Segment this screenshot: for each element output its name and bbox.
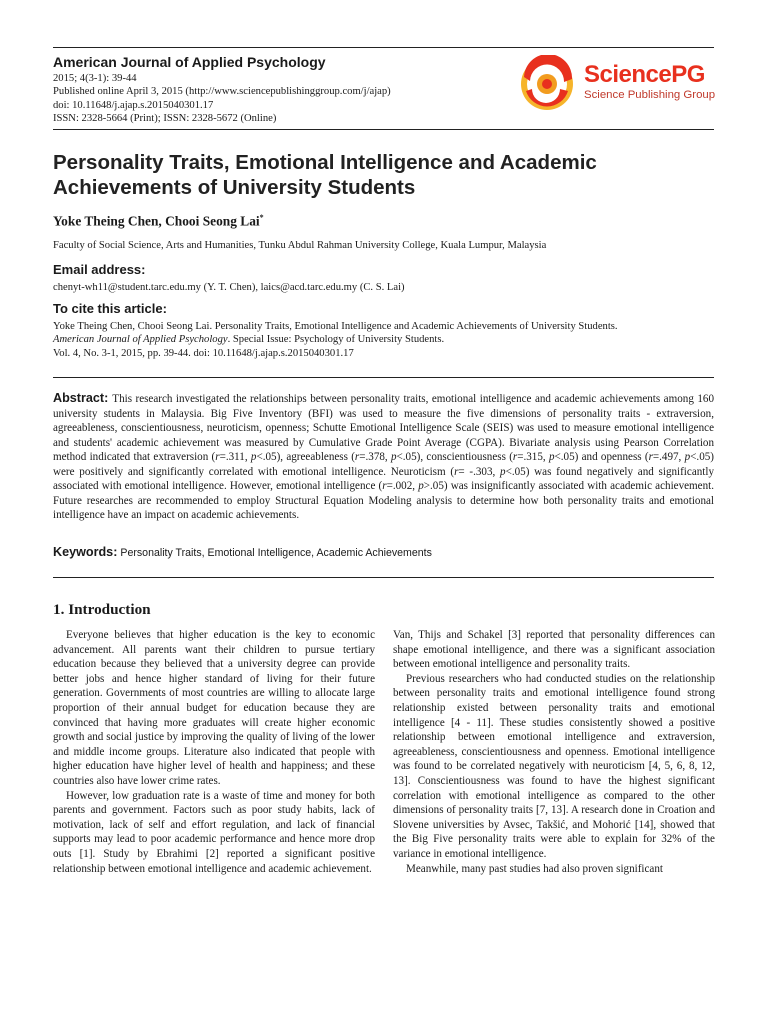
abstract-text: <.05) and openness ( bbox=[554, 451, 649, 463]
doi-line: doi: 10.11648/j.ajap.s.2015040301.17 bbox=[53, 99, 214, 111]
citation-journal: American Journal of Applied Psychology bbox=[53, 334, 228, 346]
logo-subtitle: Science Publishing Group bbox=[584, 89, 716, 101]
cite-heading: To cite this article: bbox=[53, 301, 167, 316]
citation-line2 bbox=[53, 333, 733, 346]
abstract bbox=[53, 391, 714, 523]
abstract-stat: p bbox=[548, 451, 555, 463]
citation-special-issue: . Special Issue: Psychology of University Students. bbox=[227, 334, 445, 346]
paragraph: Van, Thijs and Schakel [3] reported that personality differences can shape emotional intelligence, and there was a significant association between emotional intelligence and personality traits. bbox=[393, 629, 715, 671]
abstract-text: <.05), conscientiousness ( bbox=[396, 451, 513, 463]
abstract-label: Abstract: bbox=[53, 391, 109, 405]
abstract-stat: p bbox=[684, 451, 691, 463]
abstract-stat: p bbox=[418, 480, 424, 492]
left-column bbox=[53, 628, 375, 876]
paper-title-line2: Achievements of University Students bbox=[53, 176, 416, 199]
published-line: Published online April 3, 2015 (http://www.sciencepublishinggroup.com/j/ajap) bbox=[53, 86, 391, 98]
email-heading: Email address: bbox=[53, 262, 146, 277]
logo-text bbox=[584, 62, 715, 102]
logo-name: SciencePG bbox=[584, 61, 705, 88]
abstract-text: =.378, bbox=[359, 451, 391, 463]
top-rule bbox=[53, 47, 714, 48]
citation-line1: Yoke Theing Chen, Chooi Seong Lai. Personality Traits, Emotional Intelligence and Academic Achievements of University Students. bbox=[53, 321, 618, 332]
citation bbox=[53, 320, 733, 360]
paragraph: Meanwhile, many past studies had also proven significant bbox=[406, 862, 663, 875]
keywords bbox=[53, 545, 714, 559]
keywords-label: Keywords: bbox=[53, 545, 118, 559]
abstract-stat: r bbox=[648, 451, 653, 463]
abstract-stat: p bbox=[500, 465, 506, 478]
abstract-text: >.05) was insignificantly associated with academic achievement. Future researches are recommended to employ Structural Equation Modeling analysis to determine how both personality traits and emotional intelligence have an impact on academic achievements. bbox=[53, 480, 714, 521]
right-column bbox=[393, 628, 715, 876]
paper-title-line1: Personality Traits, Emotional Intelligence and Academic bbox=[53, 151, 597, 174]
abstract-stat: r bbox=[215, 451, 220, 463]
abstract-top-rule bbox=[53, 377, 714, 378]
abstract-stat: p bbox=[250, 451, 257, 463]
citation-line3: Vol. 4, No. 3-1, 2015, pp. 39-44. doi: 10.11648/j.ajap.s.2015040301.17 bbox=[53, 347, 354, 359]
abstract-text: <.05) were positively and significantly correlated with emotional intelligence. Neuroticism ( bbox=[53, 451, 714, 478]
abstract-text: = -.303, bbox=[458, 465, 501, 478]
paper-title bbox=[53, 150, 733, 200]
authors bbox=[53, 213, 264, 229]
abstract-stat: r bbox=[454, 465, 459, 478]
abstract-text: =.315, bbox=[517, 451, 549, 463]
paragraph: Previous researchers who had conducted studies on the relationship between personality traits and emotional intelligence found strong relationship existed between personality traits and emotional intelligence [4 - 11]. These studies consistently showed a positive relationship between emotional intelligence and extraversion, agreeableness, conscientiousness and openness. Emotional intelligence was found to be correlated negatively with neuroticism [4, 5, 6, 8, 12, 13]. Conscientiousness was found to have the highest significant correlation with emotional intelligence as compared to the other dimensions of personality traits [7, 13]. A research done in Croation and Slovene universities by Avsec, Takšić, and Mohorić [14], showed that the Big Five personality traits were able to explain for 32% of the variance in emotional intelligence. bbox=[393, 672, 715, 860]
abstract-text: <.05), agreeableness ( bbox=[256, 451, 355, 463]
corresponding-mark: * bbox=[259, 213, 264, 222]
author-names: Yoke Theing Chen, Chooi Seong Lai bbox=[53, 213, 260, 229]
affiliation: Faculty of Social Science, Arts and Humanities, Tunku Abdul Rahman University College, Kuala Lumpur, Malaysia bbox=[53, 240, 547, 251]
section-heading-introduction: 1. Introduction bbox=[53, 601, 151, 618]
abstract-text: <.05) was found negatively and significantly associated with emotional intelligence. However, emotional intelligence ( bbox=[53, 465, 714, 492]
abstract-text: This research investigated the relationships between personality traits, emotional intelligence and academic achievements among 160 university students in Malaysia. Big Five Inventory (BFI) was used to measure the five dimensions of personality traits - extraversion, agreeableness, conscientiousness, neuroticism, openness; Schutte Emotional Intelligence Scale (SEIS) was used to measure emotional intelligence and students' academic achievement was measured by Cumulative Grade Point Average (CGPA). Bivariate analysis using Pearson Correlation method indicated that extraversion ( bbox=[53, 393, 714, 463]
abstract-text: =.497, bbox=[652, 451, 685, 463]
journal-title: American Journal of Applied Psychology bbox=[53, 54, 326, 70]
email-text[interactable]: chenyt-wh11@student.tarc.edu.my (Y. T. Chen), laics@acd.tarc.edu.my (C. S. Lai) bbox=[53, 282, 405, 293]
paragraph: However, low graduation rate is a waste of time and money for both parents and government. Factors such as poor study habits, lack of motivation, lack of self and effort regulation, and lack of financial supports may lead to poor academic performance and hence more drop outs [1]. Study by Ebrahimi [2] reported a significant positive relationship between emotional intelligence and academic achievement. bbox=[53, 789, 375, 875]
abstract-stat: r bbox=[354, 451, 360, 463]
abstract-text: =.002, bbox=[386, 480, 419, 492]
abstract-bottom-rule bbox=[53, 577, 714, 578]
issn-line: ISSN: 2328-5664 (Print); ISSN: 2328-5672 (Online) bbox=[53, 113, 277, 125]
paragraph: Everyone believes that higher education is the key to economic advancement. All parents want their children to pursue tertiary education because they believed that a university degree can provide better jobs and hence higher standard of living for their future generation. Governments of most countries are willing to allocate large proportion of their annual budget for education because they are convinced that having more graduates will create higher economic growth and social justice by improving the quality of living of the lower and middle income groups. Literature also indicated that people with higher education have higher level of health and happiness; and these countries also have lower crime rates. bbox=[53, 629, 375, 787]
abstract-stat: r bbox=[512, 451, 518, 463]
abstract-stat: r bbox=[382, 480, 387, 492]
keywords-value: Personality Traits, Emotional Intelligence, Academic Achievements bbox=[120, 547, 432, 559]
header-rule bbox=[53, 129, 714, 130]
abstract-stat: p bbox=[390, 451, 397, 463]
publication-meta bbox=[53, 72, 391, 126]
abstract-text: =.311, bbox=[219, 451, 251, 463]
issue-line: 2015; 4(3-1): 39-44 bbox=[53, 73, 137, 84]
